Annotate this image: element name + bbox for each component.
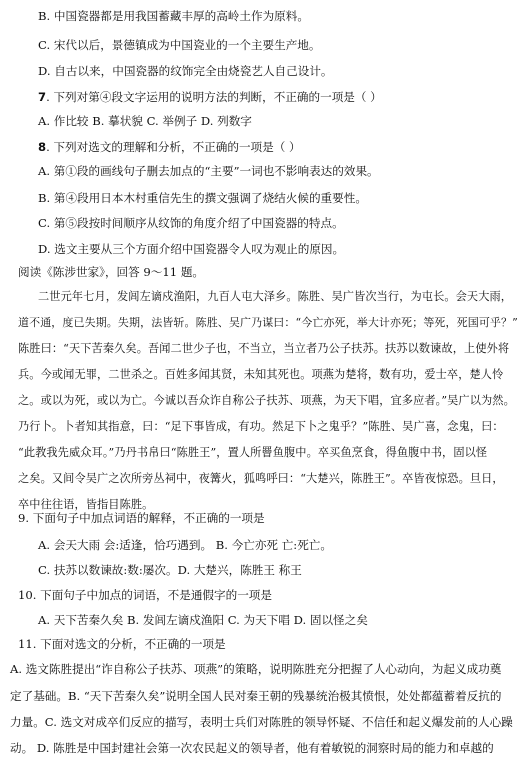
option-b-q8: B. 第④段用日本木村重信先生的撰文强调了烧结火候的重要性。	[38, 191, 367, 205]
question-7-options: A. 作比较 B. 摹状貌 C. 举例子 D. 列数字	[38, 114, 252, 128]
answer-option-line: A. 选文陈胜提出“诈自称公子扶苏、项燕”的策略，说明陈胜充分把握了人心动向，为起义成功奠	[10, 662, 502, 676]
answer-option-line: 力量。C. 选文对成卒们反应的描写，表明士兵们对陈胜的领导怀疑、不信任和起义爆发前的人心躁	[10, 715, 513, 729]
question-9-options-ab: A. 会天大雨 会:适逢，恰巧遇到。 B. 今亡亦死 亡:死亡。	[38, 538, 332, 552]
question-10: 10. 下面句子中加点的词语，不是通假字的一项是	[18, 588, 272, 602]
passage-line: 兵。今或闻无罪，二世杀之。百姓多闻其贤，未知其死也。项燕为楚将，数有功，爱士卒，楚人怜	[18, 368, 504, 381]
question-9-options-cd: C. 扶苏以数谏故:数:屡次。D. 大楚兴，陈胜王 称王	[38, 563, 302, 577]
passage-line: 之矣。又间令吴广之次所旁丛祠中，夜篝火，狐鸣呼曰：“大楚兴，陈胜王”。卒皆夜惊恐。旦日，	[18, 472, 504, 485]
reading-instruction: 阅读《陈涉世家》，回答 9～11 题。	[18, 265, 205, 279]
passage-line: 乃行卜。卜者知其指意，曰：“足下事皆成，有功。然足下卜之鬼乎？”陈胜、吴广喜，念鬼，曰：	[18, 420, 504, 433]
question-7-number: 7	[38, 90, 47, 104]
passage-line: 卒中往往语，皆指目陈胜。	[18, 498, 154, 511]
passage-line: 道不通，度已失期。失期，法皆斩。陈胜、吴广乃谋曰：“今亡亦死，举大计亦死；等死，死国可乎？”	[18, 316, 518, 329]
option-a-q8: A. 第①段的画线句子删去加点的“主要”一词也不影响表达的效果。	[38, 164, 379, 178]
passage-line: 二世元年七月，发闾左谪戍渔阳，九百人屯大泽乡。陈胜、吴广皆次当行，为屯长。会天大雨，	[38, 290, 513, 303]
option-c-q8: C. 第⑤段按时间顺序从纹饰的角度介绍了中国瓷器的特点。	[38, 216, 344, 230]
answer-option-line: 定了基础。B. “天下苦秦久矣”说明全国人民对秦王朝的残暴统治极其愤恨，处处都蕴蓄着反抗的	[10, 689, 502, 703]
option-b-q6: B. 中国瓷器都是用我国蓄藏丰厚的高岭土作为原料。	[38, 9, 309, 23]
passage-line: “此教我先威众耳。”乃丹书帛曰“陈胜王”，置人所罾鱼腹中。卒买鱼烹食，得鱼腹中书，固以怪	[18, 446, 488, 459]
option-c-q6: C. 宋代以后，景德镇成为中国瓷业的一个主要生产地。	[38, 38, 321, 52]
option-d-q8: D. 选文主要从三个方面介绍中国瓷器令人叹为观止的原因。	[38, 242, 345, 256]
question-7	[38, 89, 382, 105]
passage-line: 陈胜曰：“天下苦秦久矣。吾闻二世少子也，不当立，当立者乃公子扶苏。扶苏以数谏故，上使外将	[18, 342, 510, 355]
question-8-text: . 下列对选文的理解和分析，不正确的一项是（ ）	[46, 140, 301, 154]
option-d-q6: D. 自古以来，中国瓷器的纹饰完全由烧瓷艺人自己设计。	[38, 64, 333, 78]
question-8	[38, 139, 301, 155]
passage-line: 之。或以为死，或以为亡。今诚以吾众诈自称公子扶苏、项燕，为天下唱，宜多应者。”吴广以为然。	[18, 394, 515, 407]
answer-option-line: 动。 D. 陈胜是中国封建社会第一次农民起义的领导者，他有着敏锐的洞察时局的能力和卓越的	[10, 741, 494, 755]
question-9: 9. 下面句子中加点词语的解释，不正确的一项是	[18, 511, 265, 525]
question-8-number: 8	[38, 140, 47, 154]
question-11: 11. 下面对选文的分析，不正确的一项是	[18, 637, 226, 651]
question-10-options: A. 天下苦秦久矣 B. 发闾左谪戍渔阳 C. 为天下唱 D. 固以怪之矣	[38, 613, 368, 627]
question-7-text: . 下列对第④段文字运用的说明方法的判断，不正确的一项是（ ）	[46, 90, 382, 104]
